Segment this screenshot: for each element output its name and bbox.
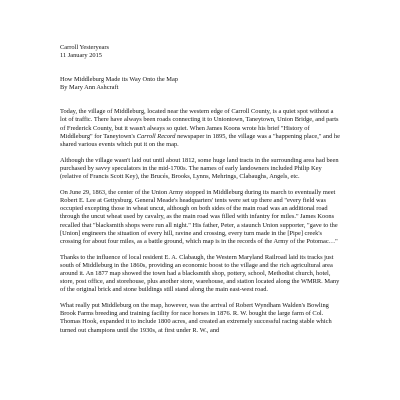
article-body <box>60 108 340 334</box>
paragraph <box>60 254 340 294</box>
column-name: Carroll Yesteryears <box>60 44 109 51</box>
article-title: How Middleburg Made its Way Onto the Map <box>60 76 178 84</box>
paragraph <box>60 189 340 246</box>
paragraph-text: newspaper in 1895, the village was a "happening place," and he shared various events which put it on the map. <box>60 132 340 148</box>
paragraph <box>60 157 340 181</box>
spacer <box>60 60 340 76</box>
spacer <box>60 92 340 108</box>
publication-date: 11 January 2015 <box>60 52 103 60</box>
newspaper-name: Carroll Record <box>136 132 176 140</box>
paragraph-text: Today, the village of Middleburg, located near the western edge of Carroll County, is a quiet spot without a lot of traffic. There have always been roads connecting it to Uniontown, Taneytown, Union Bridge, and parts of Frederick County, but it wasn't always so quiet. When James Koons wrote his brief "History of Middleburg" for Taneytown's <box>60 108 339 140</box>
paragraph-text: What really put Middleburg on the map, however, was the arrival of Robert Wyndham Walden's Bowling Brook Farms breeding and training facility for race horses in 1876. R. W. bought the large farm of Col. Thomas Hook, expanded it to include 1800 acres, and created an extremely successful racing stable which turned out champions until the 1930s, at first under R. W., and <box>60 302 332 334</box>
paragraph-text: Thanks to the influence of local resident E. A. Clabaugh, the Western Maryland Railroad laid its tracks just south of Middleburg in the 1860s, providing an economic boost to the village and the rich agricultural area around it. An 1877 map showed the town had a blacksmith shop, pottery, school, Methodist church, hotel, store, post office, and storehouse, plus another store, warehouse, and station located along the WMRR. Many of the original brick and stone buildings still stand along the main east-west road. <box>60 253 340 294</box>
article-byline: By Mary Ann Ashcraft <box>60 84 119 92</box>
paragraph-text: On June 29, 1863, the center of the Union Army stopped in Middleburg during its march to eventually meet Robert E. Lee at Gettysburg. General Meade's headquarters' tents were set up there and "every field was occupied excepting those in wheat uncut, although on both sides of the main road was an additional road through the uncut wheat used by cavalry, as the main road was filled with infantry for miles." James Koons recalled that "blacksmith shops were run all night." His father, Peter, a staunch Union supporter, "gave to the [Union] engineers the situation of every hill, ravine and crossing, every turn made in the [Pipe] creek's crossing for about four miles, as a battle ground, which map is in the records of the Army of the Potomac…" <box>60 189 338 245</box>
paragraph-text: Although the village wasn't laid out until about 1812, some huge land tracts in the surrounding area had been purchased by savvy speculators in the mid-1700s. The names of early landowners included Philip Key (relative of Francis Scott Key), the Brucés, Brooks, Lynns, Mehrings, Clabaughs, Angels, etc. <box>60 156 339 181</box>
paragraph <box>60 302 340 334</box>
paragraph <box>60 108 340 148</box>
